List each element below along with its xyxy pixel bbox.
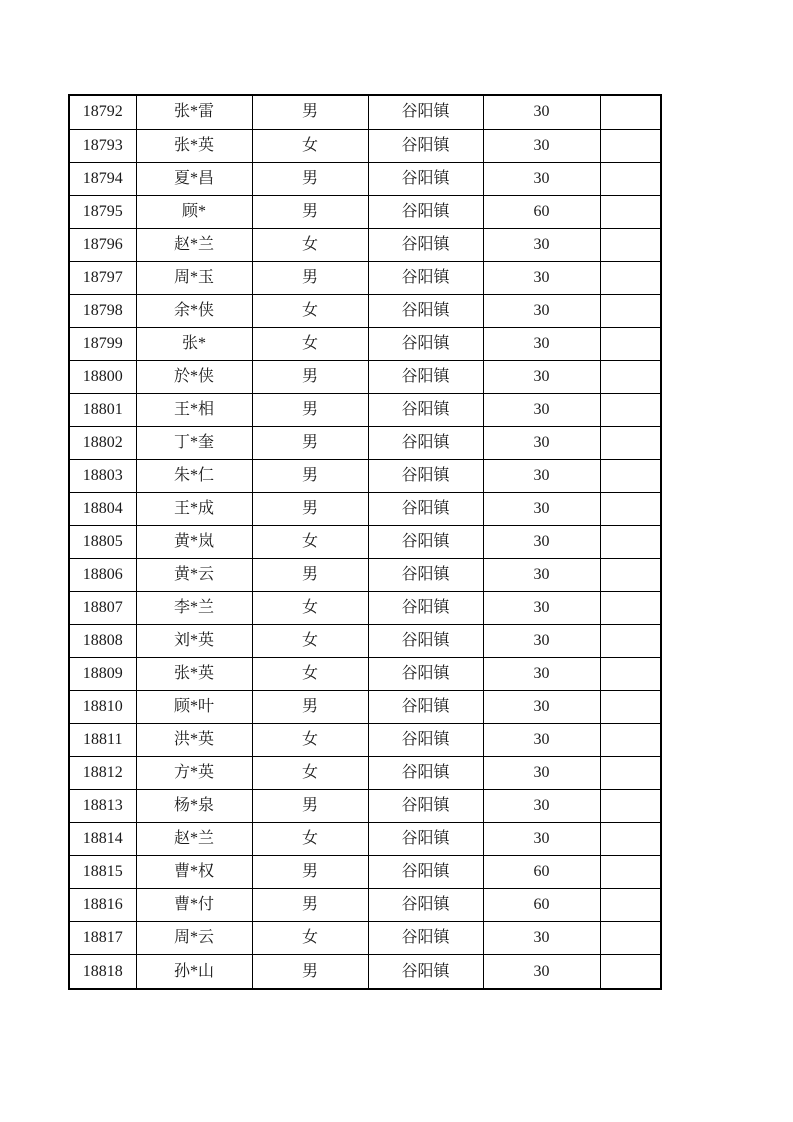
- cell-gender: 男: [252, 261, 368, 294]
- table-row: [69, 261, 661, 294]
- table-row: [69, 129, 661, 162]
- cell-name: 刘*英: [136, 624, 252, 657]
- cell-amount: 30: [483, 624, 600, 657]
- cell-town: 谷阳镇: [368, 624, 483, 657]
- cell-town: 谷阳镇: [368, 757, 483, 790]
- table-row: [69, 426, 661, 459]
- cell-town: 谷阳镇: [368, 691, 483, 724]
- cell-record-id: 18818: [69, 955, 136, 989]
- cell-gender: 女: [252, 327, 368, 360]
- cell-record-id: 18808: [69, 624, 136, 657]
- cell-remark: [600, 162, 661, 195]
- cell-remark: [600, 558, 661, 591]
- cell-record-id: 18792: [69, 95, 136, 129]
- cell-amount: 60: [483, 195, 600, 228]
- cell-town: 谷阳镇: [368, 95, 483, 129]
- cell-record-id: 18801: [69, 393, 136, 426]
- table-body: [69, 95, 661, 989]
- cell-amount: 30: [483, 823, 600, 856]
- cell-name: 曹*权: [136, 856, 252, 889]
- cell-town: 谷阳镇: [368, 195, 483, 228]
- cell-record-id: 18794: [69, 162, 136, 195]
- cell-town: 谷阳镇: [368, 129, 483, 162]
- cell-name: 朱*仁: [136, 459, 252, 492]
- cell-record-id: 18813: [69, 790, 136, 823]
- cell-amount: 30: [483, 393, 600, 426]
- cell-name: 李*兰: [136, 591, 252, 624]
- cell-amount: 30: [483, 922, 600, 955]
- cell-gender: 男: [252, 790, 368, 823]
- table-row: [69, 922, 661, 955]
- cell-remark: [600, 790, 661, 823]
- cell-remark: [600, 459, 661, 492]
- cell-remark: [600, 889, 661, 922]
- cell-name: 方*英: [136, 757, 252, 790]
- cell-remark: [600, 525, 661, 558]
- cell-record-id: 18811: [69, 724, 136, 757]
- cell-record-id: 18807: [69, 591, 136, 624]
- cell-remark: [600, 95, 661, 129]
- cell-name: 王*相: [136, 393, 252, 426]
- cell-remark: [600, 492, 661, 525]
- table-row: [69, 228, 661, 261]
- table-row: [69, 327, 661, 360]
- cell-name: 余*侠: [136, 294, 252, 327]
- cell-town: 谷阳镇: [368, 327, 483, 360]
- cell-record-id: 18814: [69, 823, 136, 856]
- cell-gender: 男: [252, 955, 368, 989]
- cell-town: 谷阳镇: [368, 492, 483, 525]
- table-row: [69, 823, 661, 856]
- table-row: [69, 624, 661, 657]
- cell-record-id: 18796: [69, 228, 136, 261]
- cell-amount: 30: [483, 327, 600, 360]
- cell-gender: 女: [252, 624, 368, 657]
- cell-record-id: 18809: [69, 658, 136, 691]
- cell-town: 谷阳镇: [368, 823, 483, 856]
- cell-town: 谷阳镇: [368, 459, 483, 492]
- cell-town: 谷阳镇: [368, 426, 483, 459]
- cell-record-id: 18799: [69, 327, 136, 360]
- cell-town: 谷阳镇: [368, 658, 483, 691]
- cell-remark: [600, 724, 661, 757]
- cell-amount: 30: [483, 426, 600, 459]
- cell-amount: 30: [483, 261, 600, 294]
- cell-amount: 30: [483, 591, 600, 624]
- cell-gender: 男: [252, 558, 368, 591]
- cell-amount: 30: [483, 162, 600, 195]
- cell-remark: [600, 195, 661, 228]
- cell-record-id: 18804: [69, 492, 136, 525]
- cell-gender: 女: [252, 658, 368, 691]
- cell-amount: 30: [483, 658, 600, 691]
- cell-town: 谷阳镇: [368, 261, 483, 294]
- cell-amount: 30: [483, 129, 600, 162]
- table-row: [69, 162, 661, 195]
- cell-record-id: 18817: [69, 922, 136, 955]
- cell-gender: 女: [252, 724, 368, 757]
- cell-name: 丁*奎: [136, 426, 252, 459]
- cell-town: 谷阳镇: [368, 558, 483, 591]
- cell-town: 谷阳镇: [368, 228, 483, 261]
- cell-remark: [600, 856, 661, 889]
- cell-record-id: 18803: [69, 459, 136, 492]
- cell-town: 谷阳镇: [368, 922, 483, 955]
- cell-name: 张*英: [136, 129, 252, 162]
- cell-gender: 女: [252, 129, 368, 162]
- cell-amount: 30: [483, 558, 600, 591]
- cell-name: 於*侠: [136, 360, 252, 393]
- table-row: [69, 195, 661, 228]
- table-row: [69, 757, 661, 790]
- cell-amount: 60: [483, 889, 600, 922]
- cell-gender: 女: [252, 228, 368, 261]
- cell-name: 顾*: [136, 195, 252, 228]
- cell-name: 曹*付: [136, 889, 252, 922]
- cell-amount: 30: [483, 525, 600, 558]
- cell-town: 谷阳镇: [368, 393, 483, 426]
- cell-amount: 30: [483, 724, 600, 757]
- cell-record-id: 18810: [69, 691, 136, 724]
- cell-name: 夏*昌: [136, 162, 252, 195]
- cell-name: 赵*兰: [136, 228, 252, 261]
- table-row: [69, 459, 661, 492]
- table-row: [69, 492, 661, 525]
- cell-remark: [600, 393, 661, 426]
- cell-town: 谷阳镇: [368, 294, 483, 327]
- cell-amount: 30: [483, 95, 600, 129]
- cell-amount: 30: [483, 360, 600, 393]
- cell-amount: 30: [483, 757, 600, 790]
- cell-town: 谷阳镇: [368, 724, 483, 757]
- cell-record-id: 18806: [69, 558, 136, 591]
- cell-record-id: 18793: [69, 129, 136, 162]
- cell-remark: [600, 591, 661, 624]
- table-row: [69, 658, 661, 691]
- table-row: [69, 691, 661, 724]
- table-row: [69, 790, 661, 823]
- cell-amount: 30: [483, 228, 600, 261]
- cell-gender: 男: [252, 162, 368, 195]
- cell-gender: 男: [252, 691, 368, 724]
- cell-amount: 30: [483, 955, 600, 989]
- cell-gender: 女: [252, 922, 368, 955]
- cell-town: 谷阳镇: [368, 525, 483, 558]
- cell-amount: 60: [483, 856, 600, 889]
- cell-remark: [600, 228, 661, 261]
- cell-remark: [600, 294, 661, 327]
- cell-name: 张*英: [136, 658, 252, 691]
- table-row: [69, 95, 661, 129]
- cell-town: 谷阳镇: [368, 790, 483, 823]
- cell-amount: 30: [483, 294, 600, 327]
- cell-name: 周*玉: [136, 261, 252, 294]
- cell-gender: 男: [252, 492, 368, 525]
- cell-record-id: 18815: [69, 856, 136, 889]
- cell-town: 谷阳镇: [368, 591, 483, 624]
- table-row: [69, 294, 661, 327]
- cell-amount: 30: [483, 459, 600, 492]
- cell-name: 黄*岚: [136, 525, 252, 558]
- cell-amount: 30: [483, 492, 600, 525]
- cell-remark: [600, 360, 661, 393]
- cell-record-id: 18802: [69, 426, 136, 459]
- table-row: [69, 591, 661, 624]
- cell-record-id: 18812: [69, 757, 136, 790]
- table-row: [69, 393, 661, 426]
- cell-name: 王*成: [136, 492, 252, 525]
- cell-amount: 30: [483, 691, 600, 724]
- cell-record-id: 18816: [69, 889, 136, 922]
- cell-gender: 女: [252, 757, 368, 790]
- cell-amount: 30: [483, 790, 600, 823]
- cell-name: 洪*英: [136, 724, 252, 757]
- cell-name: 杨*泉: [136, 790, 252, 823]
- cell-gender: 女: [252, 591, 368, 624]
- cell-name: 张*雷: [136, 95, 252, 129]
- cell-gender: 女: [252, 525, 368, 558]
- cell-name: 顾*叶: [136, 691, 252, 724]
- cell-gender: 女: [252, 823, 368, 856]
- cell-gender: 男: [252, 856, 368, 889]
- cell-remark: [600, 327, 661, 360]
- table-row: [69, 360, 661, 393]
- table-row: [69, 955, 661, 989]
- cell-gender: 男: [252, 426, 368, 459]
- cell-record-id: 18797: [69, 261, 136, 294]
- cell-town: 谷阳镇: [368, 856, 483, 889]
- cell-remark: [600, 757, 661, 790]
- cell-remark: [600, 922, 661, 955]
- cell-remark: [600, 261, 661, 294]
- cell-town: 谷阳镇: [368, 360, 483, 393]
- beneficiary-table: [68, 94, 662, 990]
- cell-gender: 男: [252, 889, 368, 922]
- cell-name: 周*云: [136, 922, 252, 955]
- cell-name: 赵*兰: [136, 823, 252, 856]
- cell-gender: 男: [252, 95, 368, 129]
- cell-remark: [600, 955, 661, 989]
- table-row: [69, 525, 661, 558]
- cell-gender: 男: [252, 360, 368, 393]
- cell-record-id: 18800: [69, 360, 136, 393]
- cell-record-id: 18795: [69, 195, 136, 228]
- table-row: [69, 724, 661, 757]
- cell-remark: [600, 129, 661, 162]
- cell-town: 谷阳镇: [368, 955, 483, 989]
- cell-remark: [600, 624, 661, 657]
- cell-gender: 男: [252, 459, 368, 492]
- cell-name: 黄*云: [136, 558, 252, 591]
- cell-remark: [600, 426, 661, 459]
- cell-remark: [600, 658, 661, 691]
- cell-record-id: 18798: [69, 294, 136, 327]
- cell-remark: [600, 691, 661, 724]
- cell-name: 孙*山: [136, 955, 252, 989]
- cell-remark: [600, 823, 661, 856]
- cell-gender: 男: [252, 195, 368, 228]
- cell-town: 谷阳镇: [368, 889, 483, 922]
- cell-name: 张*: [136, 327, 252, 360]
- cell-town: 谷阳镇: [368, 162, 483, 195]
- cell-record-id: 18805: [69, 525, 136, 558]
- table-row: [69, 889, 661, 922]
- cell-gender: 男: [252, 393, 368, 426]
- table-row: [69, 856, 661, 889]
- table-row: [69, 558, 661, 591]
- cell-gender: 女: [252, 294, 368, 327]
